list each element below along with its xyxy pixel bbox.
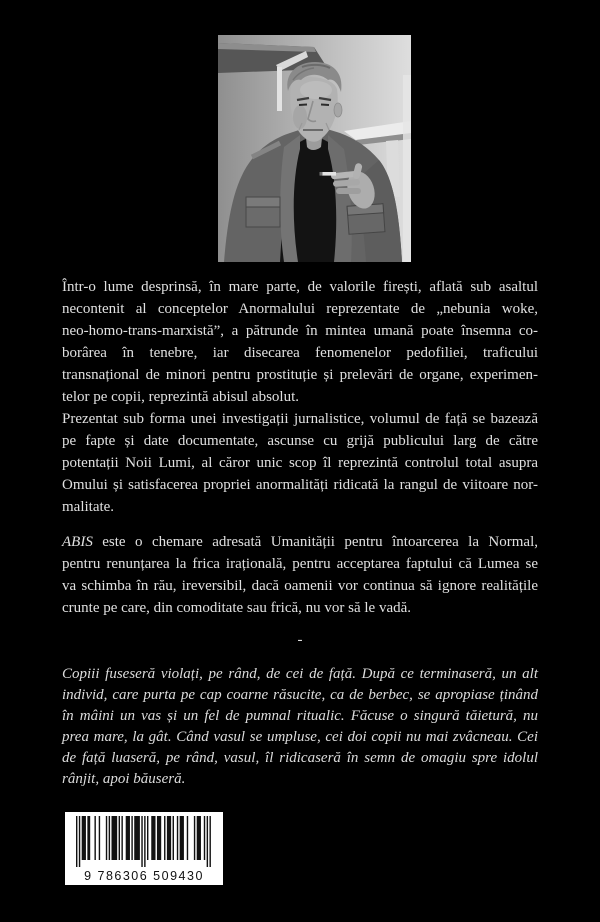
barcode-bar xyxy=(94,816,95,860)
blurb-paragraph-1 xyxy=(62,276,538,408)
barcode-bar xyxy=(134,816,140,860)
barcode-bar xyxy=(121,816,122,860)
blurb-text-line: Omului și satisfacerea propriei anormalități ridicată la rangul de viitoare nor- xyxy=(62,477,538,493)
barcode-bar xyxy=(79,816,80,867)
shelf-bracket xyxy=(277,67,282,111)
excerpt-text-line: individ, care purta pe cap coarne răsucite, ca de berbec, se apropiase ținând xyxy=(62,687,538,703)
excerpt-text-line: de față luaseră, pe rând, vasul, îl ridicaseră în semn de omagiu spre idolul xyxy=(62,750,538,766)
excerpt-text-line: prea mare, la gât. Când vasul se umpluse, cei doi copii nu mai zvâcneau. Cei xyxy=(62,729,538,745)
barcode-bar xyxy=(76,816,77,867)
blurb-text-line: pentru renunțarea la frica irațională, pentru acceptarea faptului că Lumea se xyxy=(62,556,538,572)
excerpt-text-line: în mâini un vas și un fel de pumnal ritualic. Făcuse o singură tăietură, nu xyxy=(62,708,538,724)
eye-left xyxy=(299,105,307,106)
author-photo-illustration xyxy=(218,35,411,262)
barcode-bar xyxy=(99,816,100,860)
barcode-bar xyxy=(180,816,184,860)
blurb-text-line: malitate. xyxy=(62,499,115,515)
excerpt-text-line: Copiii fuseseră violați, pe rând, de cei de față. După ce terminaseră, un alt xyxy=(62,666,538,682)
forehead-highlight xyxy=(300,81,332,99)
blurb-text-line: telor pe copii, reprezintă abisul absolut. xyxy=(62,389,300,405)
blurb-text-line: neo-homo-trans-marxistă”, a pătrunde în mintea umană poate însemna co- xyxy=(62,323,538,339)
blurb-text-line: necontenit al conceptelor Anormalului reprezentate de „nebunia woke, xyxy=(62,301,538,317)
barcode-bar xyxy=(147,816,148,860)
barcode-bar xyxy=(141,816,142,867)
barcode-bar xyxy=(197,816,201,860)
barcode-bar xyxy=(207,816,208,867)
isbn-digits: 9 786306 509430 xyxy=(84,869,204,883)
blurb-paragraph-2 xyxy=(62,408,538,518)
blurb-text-line: crunte pe care, din comoditate sau frică, nu vor să le vadă. xyxy=(62,600,412,616)
barcode-bar xyxy=(144,816,145,867)
barcode-bar xyxy=(126,816,130,860)
excerpt-text-line: rânjit, apoi băuseră. xyxy=(62,771,186,787)
blurb-text-line: Într-o lume desprinsă, în mare parte, de valorile firești, aflată sub asaltul xyxy=(62,279,538,295)
excerpt-paragraph xyxy=(62,664,538,790)
barcode-bar xyxy=(209,816,210,867)
book-title-inline: ABIS xyxy=(62,534,93,550)
barcode-bar xyxy=(164,816,165,860)
barcode-bars xyxy=(65,812,223,870)
blurb-text-line: borârea în tenebre, iar disecarea fenomenelor pedofiliei, traficului xyxy=(62,345,538,361)
blurb-text-line: va schimba în rău, ireversibil, dacă oamenii vor continua să ignore realitățile xyxy=(62,578,538,594)
barcode-bar xyxy=(157,816,161,860)
blurb-text-line: transnațional de minori pentru prostituție și prelevări de organe, experimen- xyxy=(62,367,538,383)
cheek-shading xyxy=(293,105,307,129)
blurb-paragraph-3 xyxy=(62,531,538,619)
isbn-barcode xyxy=(65,812,223,885)
barcode-bar xyxy=(204,816,205,860)
barcode-bar xyxy=(82,816,86,860)
door-frame xyxy=(403,75,411,262)
barcode-bar xyxy=(194,816,195,860)
barcode-bar xyxy=(177,816,178,860)
blurb-line-rest: este o chemare adresată Umanității pentru întoarcerea la Normal, xyxy=(102,534,538,550)
blurb-paragraph-3-rest xyxy=(62,553,538,619)
barcode-bar xyxy=(167,816,171,860)
barcode-bar xyxy=(106,816,107,860)
blurb-text-line: potentații Noii Lumi, al căror unic scop îl reprezintă controlul total asupra xyxy=(62,455,538,471)
barcode-bar xyxy=(109,816,110,860)
barcode-bar xyxy=(112,816,118,860)
blurb-text-line xyxy=(62,531,538,553)
barcode-bar xyxy=(151,816,155,860)
barcode-bar xyxy=(131,816,132,860)
blurb-text-line: pe fapte și date documentate, ascunse cu grijă publicului larg de către xyxy=(62,433,538,449)
separator-dash: - xyxy=(297,632,303,648)
chest-pocket-right xyxy=(347,204,385,234)
ear xyxy=(334,103,342,117)
author-photo xyxy=(218,35,411,262)
blurb-text-line: Prezentat sub forma unei investigații jurnalistice, volumul de față se bazează xyxy=(62,411,538,427)
barcode-bar xyxy=(119,816,120,860)
barcode-bar xyxy=(187,816,188,860)
back-cover-blurb xyxy=(62,276,538,790)
barcode-bar xyxy=(87,816,90,860)
barcode-bar xyxy=(173,816,174,860)
chest-pocket-left xyxy=(246,197,280,227)
eye-right xyxy=(321,105,329,106)
cigarette-icon xyxy=(320,172,337,176)
